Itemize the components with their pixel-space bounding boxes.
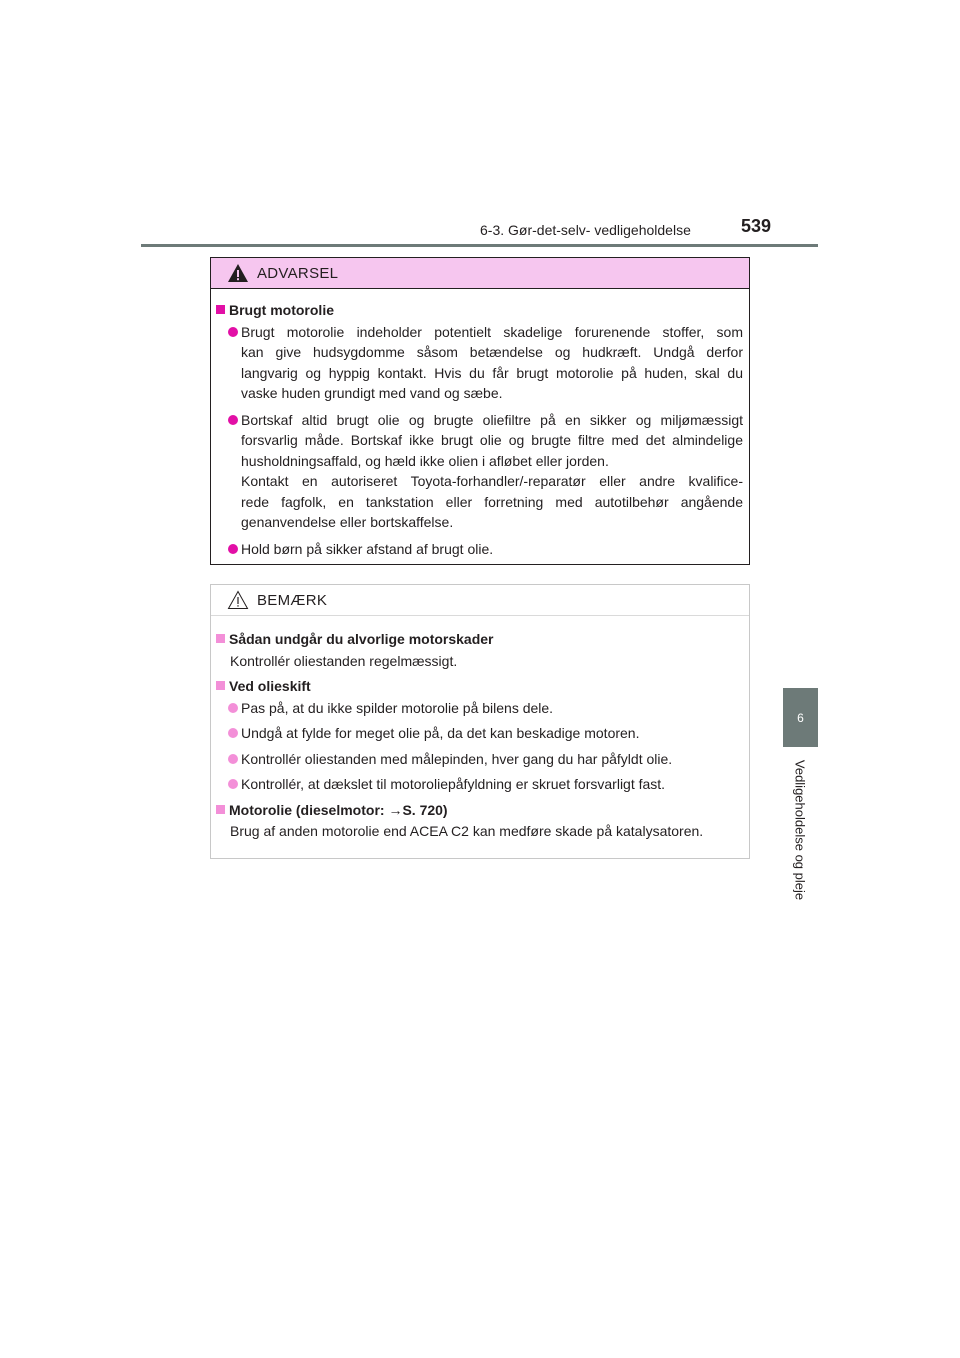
caution-bullet: Undgå at fylde for meget olie på, da det kan beskadige motoren.: [216, 723, 743, 744]
caution-title: BEMÆRK: [257, 591, 328, 609]
text-line: forsvarlig måde. Bortskaf ikke brugt olie og brugte filtre med det almindelige: [241, 432, 743, 448]
text-line: rede fagfolk, en tankstation eller forretning med autotilbehør angående: [241, 493, 743, 510]
round-bullet-icon: [228, 544, 238, 554]
running-header-section: 6-3. Gør-det-selv- vedligeholdelse: [480, 222, 691, 238]
caution-paragraph: Brug af anden motorolie end ACEA C2 kan medføre skade på katalysatoren.: [230, 823, 704, 839]
page-number: 539: [741, 216, 772, 236]
text-line: husholdningsaffald, og hæld ikke olien i afløbet eller jorden.: [241, 452, 609, 469]
warning-header: [211, 258, 749, 289]
warning-bullet: [216, 322, 743, 404]
round-bullet-icon: [228, 754, 238, 764]
warning-triangle-filled-icon: [227, 263, 249, 283]
warning-body: [211, 289, 749, 559]
text-line: kan give hudsygdomme såsom betændelse og hudkræft. Undgå derfor: [241, 344, 743, 360]
caution-bullet: Kontrollér oliestanden med målepinden, hver gang du har påfyldt olie.: [216, 749, 743, 770]
warning-section-title: Brugt motorolie: [216, 300, 743, 321]
warning-bullet: [216, 539, 743, 560]
square-bullet-icon: [216, 681, 225, 690]
round-bullet-icon: [228, 779, 238, 789]
text-line: langvarig og hyppig kontakt. Hvis du får brugt motorolie på huden, skal du: [241, 364, 743, 381]
round-bullet-icon: [228, 703, 238, 713]
caution-bullet: Kontrollér, at dækslet til motoroliepåfyldning er skruet forsvarligt fast.: [216, 774, 743, 795]
caution-triangle-outline-icon: [227, 590, 249, 610]
caution-paragraph: Kontrollér oliestanden regelmæssigt.: [230, 652, 458, 669]
square-bullet-icon: [216, 634, 225, 643]
chapter-number-tab: 6: [783, 688, 818, 747]
round-bullet-icon: [228, 728, 238, 738]
text-line: Hold børn på sikker afstand af brugt olie.: [241, 540, 494, 557]
warning-title: ADVARSEL: [257, 264, 339, 282]
chapter-title-vertical: Vedligeholdelse og pleje: [792, 759, 808, 901]
warning-bullet: [216, 410, 743, 533]
round-bullet-icon: [228, 327, 238, 337]
text-line: genanvendelse eller bortskaffelse.: [241, 514, 454, 530]
caution-bullet: Pas på, at du ikke spilder motorolie på bilens dele.: [216, 698, 743, 719]
square-bullet-icon: [216, 305, 225, 314]
warning-box: [210, 257, 750, 565]
square-bullet-icon: [216, 805, 225, 814]
caution-header: [211, 585, 749, 616]
caution-section-title: Ved olieskift: [216, 676, 743, 697]
caution-section-title: Sådan undgår du alvorlige motorskader: [216, 629, 743, 650]
header-rule: [141, 244, 818, 247]
caution-body: [211, 616, 749, 842]
text-line: Bortskaf altid brugt olie og brugte oliefiltre på en sikker og miljømæssigt: [241, 411, 743, 428]
text-line: Kontakt en autoriseret Toyota-forhandler/-reparatør eller andre kvalifice-: [241, 473, 743, 489]
text-line: Brugt motorolie indeholder potentielt skadelige forurenende stoffer, som: [241, 323, 743, 340]
round-bullet-icon: [228, 415, 238, 425]
caution-section-title: Motorolie (dieselmotor: →S. 720): [216, 800, 743, 821]
text-line: vaske huden grundigt med vand og sæbe.: [241, 385, 503, 401]
caution-box: [210, 584, 750, 859]
